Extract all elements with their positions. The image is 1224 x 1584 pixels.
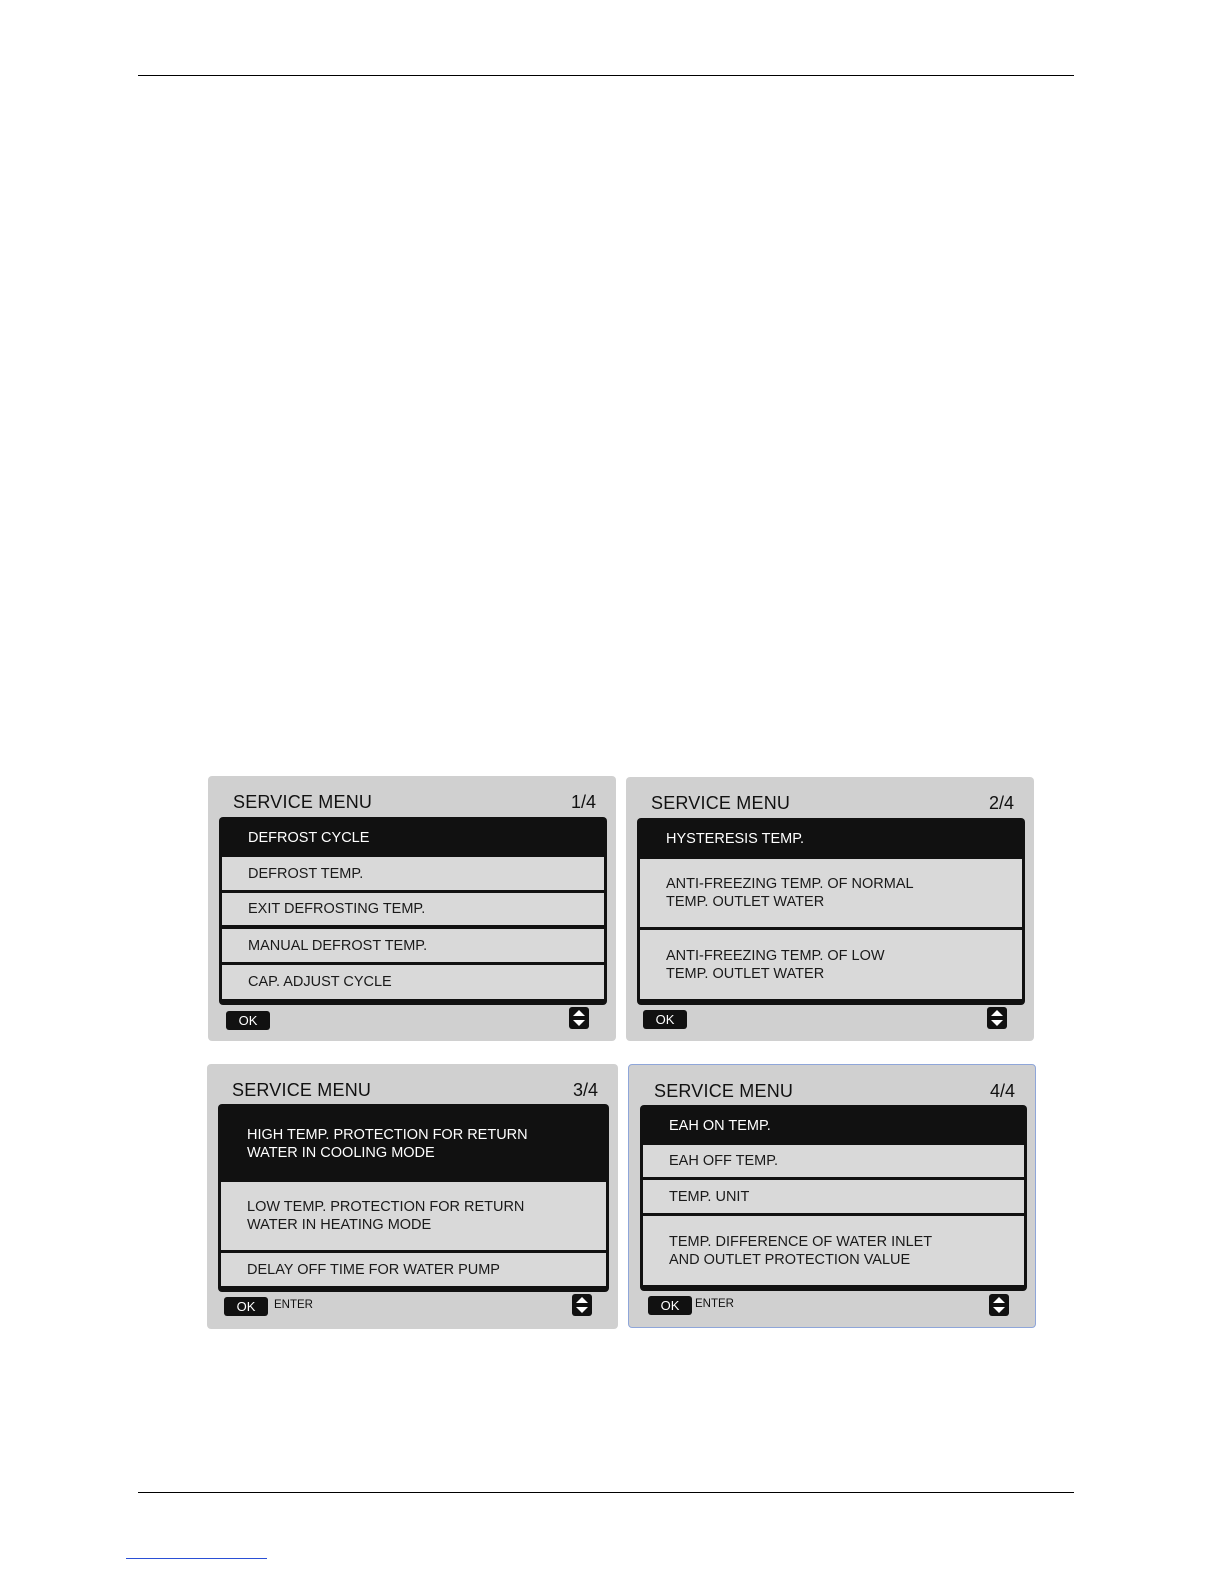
menu-item-label: WATER IN COOLING MODE — [247, 1144, 435, 1161]
menu-item-label: MANUAL DEFROST TEMP. — [248, 937, 428, 954]
ok-button[interactable]: OK — [226, 1011, 270, 1030]
menu-item-exit-defrosting-temp[interactable] — [222, 893, 604, 925]
menu-item-label: DEFROST CYCLE — [248, 829, 370, 846]
menu-item-label: DELAY OFF TIME FOR WATER PUMP — [247, 1261, 500, 1278]
menu-item-high-temp-protection[interactable] — [221, 1107, 606, 1180]
menu-item-anti-freezing-low[interactable] — [640, 930, 1022, 999]
ok-button[interactable]: OK — [643, 1010, 687, 1029]
page-indicator: 3/4 — [572, 1080, 598, 1100]
menu-item-label: CAP. ADJUST CYCLE — [248, 974, 392, 990]
up-down-arrows-icon[interactable] — [572, 1294, 592, 1316]
menu-item-label: TEMP. OUTLET WATER — [666, 894, 825, 910]
menu-item-delay-off-time[interactable] — [221, 1253, 606, 1286]
menu-list — [640, 1105, 1027, 1291]
menu-item-manual-defrost-temp[interactable] — [222, 929, 604, 962]
screen-title: SERVICE MENU — [232, 1080, 372, 1100]
menu-item-defrost-temp[interactable] — [222, 857, 604, 890]
menu-item-label: TEMP. OUTLET WATER — [666, 965, 825, 982]
menu-item-defrost-cycle[interactable] — [222, 820, 604, 855]
menu-item-label: HIGH TEMP. PROTECTION FOR RETURN — [247, 1126, 528, 1143]
menu-item-label: HYSTERESIS TEMP. — [666, 831, 805, 847]
screen-title: SERVICE MENU — [233, 792, 373, 812]
enter-label: ENTER — [695, 1298, 734, 1310]
menu-item-low-temp-protection[interactable] — [221, 1182, 606, 1250]
service-menu-screen-3 — [207, 1064, 618, 1329]
enter-label: ENTER — [274, 1299, 313, 1311]
header-rule — [138, 75, 1074, 76]
footer-link-underline[interactable] — [126, 1558, 267, 1559]
menu-item-label: EAH ON TEMP. — [669, 1117, 771, 1134]
menu-item-eah-off-temp[interactable] — [643, 1145, 1024, 1177]
menu-item-label: LOW TEMP. PROTECTION FOR RETURN — [247, 1199, 525, 1215]
menu-item-label: AND OUTLET PROTECTION VALUE — [669, 1251, 911, 1268]
menu-item-eah-on-temp[interactable] — [643, 1108, 1024, 1143]
ok-button[interactable]: OK — [224, 1297, 268, 1316]
menu-list — [218, 1104, 609, 1292]
menu-item-label: TEMP. UNIT — [669, 1188, 750, 1205]
page-indicator: 4/4 — [989, 1081, 1015, 1101]
footer-rule — [138, 1492, 1074, 1493]
menu-item-temp-difference[interactable] — [643, 1216, 1024, 1285]
menu-item-label: DEFROST TEMP. — [248, 865, 364, 882]
menu-item-label: ANTI-FREEZING TEMP. OF LOW — [666, 947, 885, 964]
service-menu-screen-1 — [208, 776, 616, 1041]
screen-title: SERVICE MENU — [654, 1081, 794, 1101]
screen-title: SERVICE MENU — [651, 793, 791, 813]
menu-item-label: TEMP. DIFFERENCE OF WATER INLET — [669, 1233, 933, 1250]
menu-item-label: EAH OFF TEMP. — [669, 1153, 779, 1169]
up-down-arrows-icon[interactable] — [989, 1294, 1009, 1316]
menu-item-label: EXIT DEFROSTING TEMP. — [248, 901, 426, 917]
menu-item-label: WATER IN HEATING MODE — [247, 1217, 432, 1233]
menu-list — [637, 818, 1025, 1005]
menu-item-temp-unit[interactable] — [643, 1180, 1024, 1213]
menu-item-label: ANTI-FREEZING TEMP. OF NORMAL — [666, 876, 914, 892]
service-menu-screen-4 — [628, 1064, 1036, 1328]
page-indicator: 1/4 — [570, 792, 596, 812]
menu-list — [219, 817, 607, 1005]
service-menu-screen-2 — [626, 777, 1034, 1041]
up-down-arrows-icon[interactable] — [569, 1007, 589, 1029]
up-down-arrows-icon[interactable] — [987, 1007, 1007, 1029]
menu-item-anti-freezing-normal[interactable] — [640, 859, 1022, 927]
menu-item-cap-adjust-cycle[interactable] — [222, 965, 604, 999]
menu-item-hysteresis-temp[interactable] — [640, 821, 1022, 857]
page-indicator: 2/4 — [988, 793, 1014, 813]
ok-button[interactable]: OK — [648, 1296, 692, 1315]
